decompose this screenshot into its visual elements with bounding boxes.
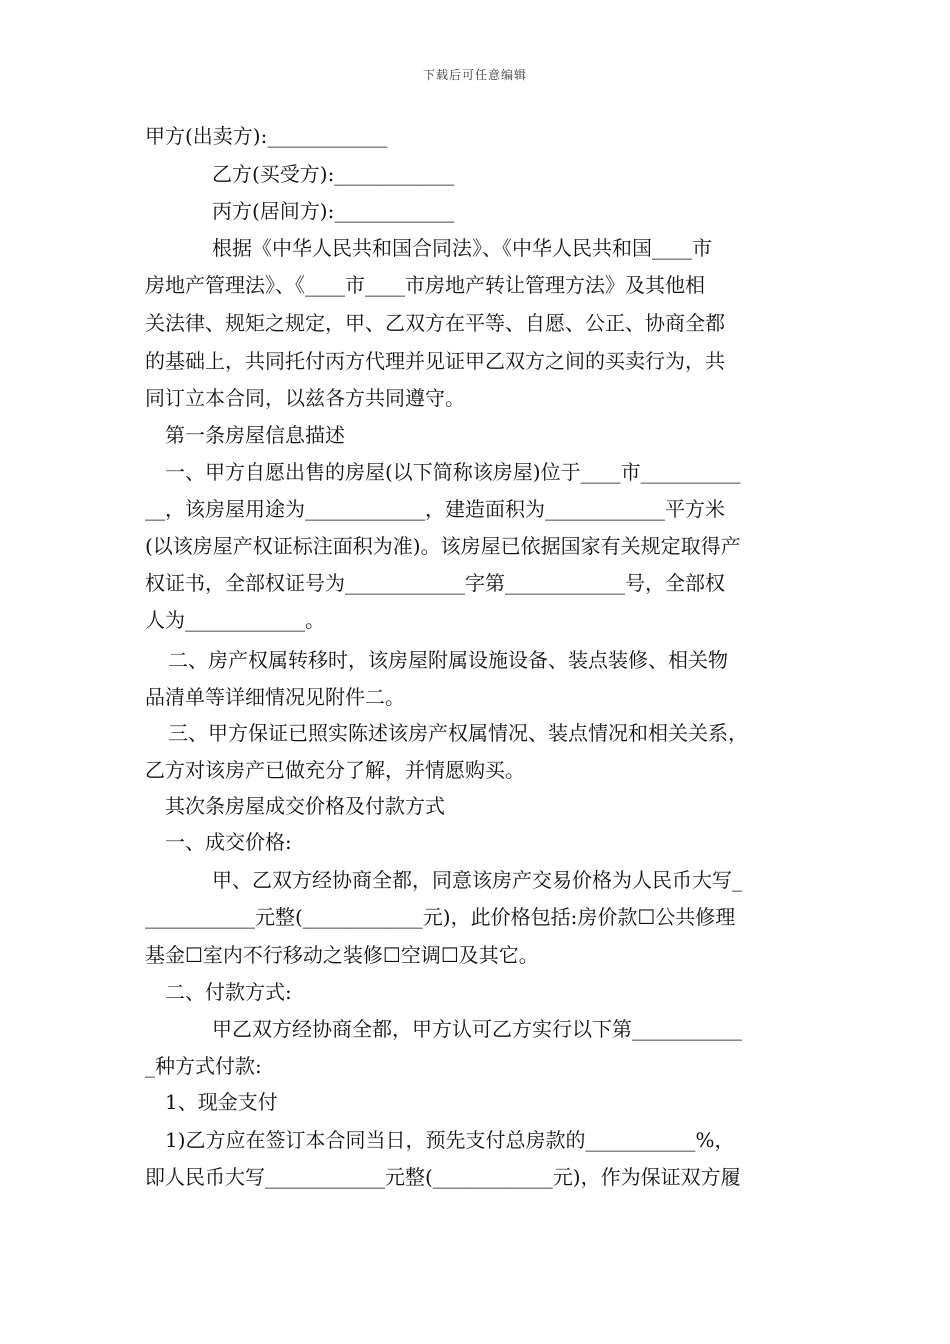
article-1-clause-1-line-3: (以该房屋产权证标注面积为准)。该房屋已依据国家有关规定取得产 (145, 534, 741, 558)
preamble-line-1: 根据《中华人民共和国合同法》、《中华人民共和国____市 (212, 236, 712, 260)
article-1-clause-1-line-5: 人为____________。 (145, 608, 325, 632)
article-2-clause-1-heading: 一、成交价格: (165, 830, 292, 854)
article-1-clause-1-line-4: 权证书，全部权证号为____________字第____________号，全部权 (145, 571, 725, 595)
price-line-2: ___________元整(____________元)，此价格包括:房价款☐公共修理 (145, 905, 736, 929)
article-1-clause-2-line-2: 品清单等详细情况见附件二。 (145, 685, 405, 709)
preamble-line-2: 房地产管理法》、《____市____市房地产转让管理方法》及其他相 (145, 273, 705, 297)
article-1-clause-1-line-2: __，该房屋用途为____________，建造面积为____________平方米 (145, 497, 725, 521)
article-1-clause-3-line-1: 三、甲方保证已照实陈述该房产权属情况、装点情况和相关关系， (168, 721, 748, 745)
cash-payment-item-1-line-2: 即人民币大写____________元整(____________元)，作为保证双方履 (145, 1165, 741, 1189)
preamble-line-4: 的基础上，共同托付丙方代理并见证甲乙双方之间的买卖行为，共 (145, 349, 725, 373)
cash-payment-heading: 1、现金支付 (165, 1090, 278, 1114)
article-1-heading: 第一条房屋信息描述 (165, 423, 345, 447)
price-line-1: 甲、乙双方经协商全都，同意该房产交易价格为人民币大写_ (212, 868, 742, 892)
party-c-line: 丙方(居间方):____________ (212, 199, 455, 223)
preamble-line-3: 关法律、规矩之规定，甲、乙双方在平等、自愿、公正、协商全都 (145, 311, 725, 335)
article-1-clause-1-line-1: 一、甲方自愿出售的房屋(以下简称该房屋)位于____市__________ (165, 460, 741, 484)
payment-method-line-1: 甲乙双方经协商全都，甲方认可乙方实行以下第___________ (212, 1017, 742, 1041)
page-header-note: 下载后可任意编辑 (422, 68, 527, 82)
article-2-heading: 其次条房屋成交价格及付款方式 (165, 794, 445, 818)
article-1-clause-3-line-2: 乙方对该房产已做充分了解，并情愿购买。 (145, 758, 525, 782)
party-a-line: 甲方(出卖方):____________ (145, 124, 388, 148)
preamble-line-5: 同订立本合同，以兹各方共同遵守。 (145, 386, 465, 410)
party-b-line: 乙方(买受方):____________ (212, 162, 455, 186)
cash-payment-item-1-line-1: 1)乙方应在签订本合同当日，预先支付总房款的___________%， (165, 1128, 735, 1152)
payment-method-line-2: _种方式付款: (145, 1054, 262, 1078)
price-line-3: 基金☐室内不行移动之装修☐空调☐及其它。 (145, 943, 539, 967)
article-1-clause-2-line-1: 二、房产权属转移时，该房屋附属设施设备、装点装修、相关物 (168, 648, 728, 672)
article-2-clause-2-heading: 二、付款方式: (165, 980, 292, 1004)
